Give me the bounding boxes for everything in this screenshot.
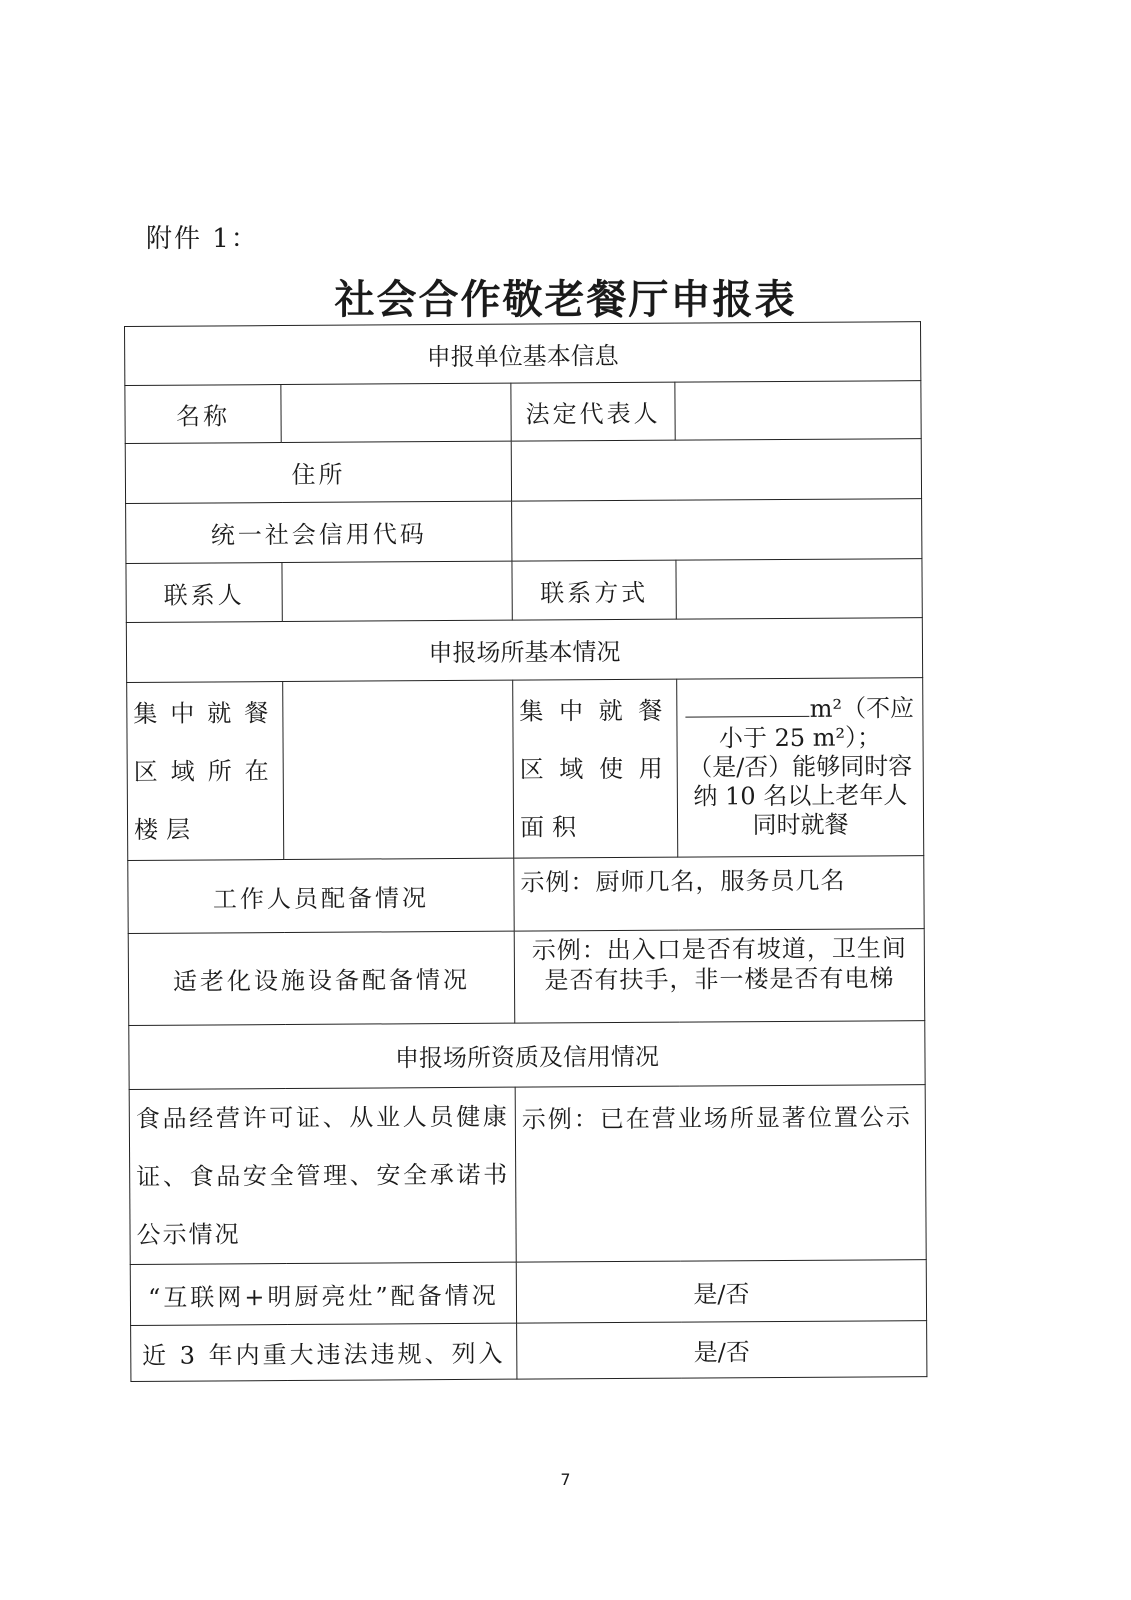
- section-header-unit-info: 申报单位基本信息: [125, 322, 921, 386]
- attachment-label: 附件 1：: [146, 224, 259, 254]
- credit-code-field[interactable]: [512, 499, 922, 562]
- contact-person-field[interactable]: [282, 561, 512, 621]
- legal-representative-label: 法定代表人: [511, 382, 675, 441]
- dining-floor-field[interactable]: [283, 680, 514, 859]
- staff-label: 工作人员配备情况: [128, 858, 514, 933]
- name-label: 名称: [125, 385, 281, 444]
- elderly-facilities-label: 适老化设施设备配备情况: [128, 931, 515, 1025]
- address-field[interactable]: [511, 439, 921, 502]
- address-label: 住所: [125, 441, 511, 503]
- contact-person-label: 联系人: [126, 563, 282, 623]
- smart-kitchen-value[interactable]: 是/否: [516, 1260, 926, 1324]
- contact-method-field[interactable]: [676, 559, 922, 620]
- legal-representative-field[interactable]: [675, 381, 921, 441]
- document-title: 社会合作敬老餐厅申报表: [334, 276, 797, 323]
- area-capacity-text: （是/否）能够同时容纳 10 名以上老年人同时就餐: [688, 752, 913, 840]
- name-field[interactable]: [281, 383, 511, 442]
- area-unit-text: m²（不应小于 25 m²）；: [718, 694, 915, 753]
- license-publicity-example[interactable]: 示例：已在营业场所显著位置公示: [515, 1085, 926, 1263]
- dining-area-label: 集中就餐区域使用面积: [513, 679, 678, 858]
- elderly-facilities-example[interactable]: 示例：出入口是否有坡道，卫生间是否有扶手，非一楼是否有电梯: [514, 929, 925, 1024]
- violation-record-value[interactable]: 是/否: [517, 1321, 927, 1380]
- section-header-site-info: 申报场所基本情况: [126, 618, 922, 683]
- section-header-qualification: 申报场所资质及信用情况: [129, 1021, 925, 1090]
- violation-record-label: 近 3 年内重大违法违规、列入: [131, 1323, 517, 1381]
- dining-floor-label: 集中就餐区域所在楼层: [127, 682, 284, 861]
- smart-kitchen-label: “互联网+明厨亮灶”配备情况: [130, 1262, 516, 1325]
- credit-code-label: 统一社会信用代码: [126, 501, 512, 563]
- page-number: 7: [560, 1470, 571, 1489]
- dining-area-cell: [677, 678, 924, 857]
- license-publicity-label: 食品经营许可证、从业人员健康证、食品安全管理、安全承诺书公示情况: [129, 1087, 516, 1264]
- application-form-table: [124, 321, 927, 1382]
- staff-example[interactable]: 示例：厨师几名，服务员几名: [514, 856, 924, 932]
- area-blank-field[interactable]: [686, 696, 810, 718]
- contact-method-label: 联系方式: [512, 560, 676, 620]
